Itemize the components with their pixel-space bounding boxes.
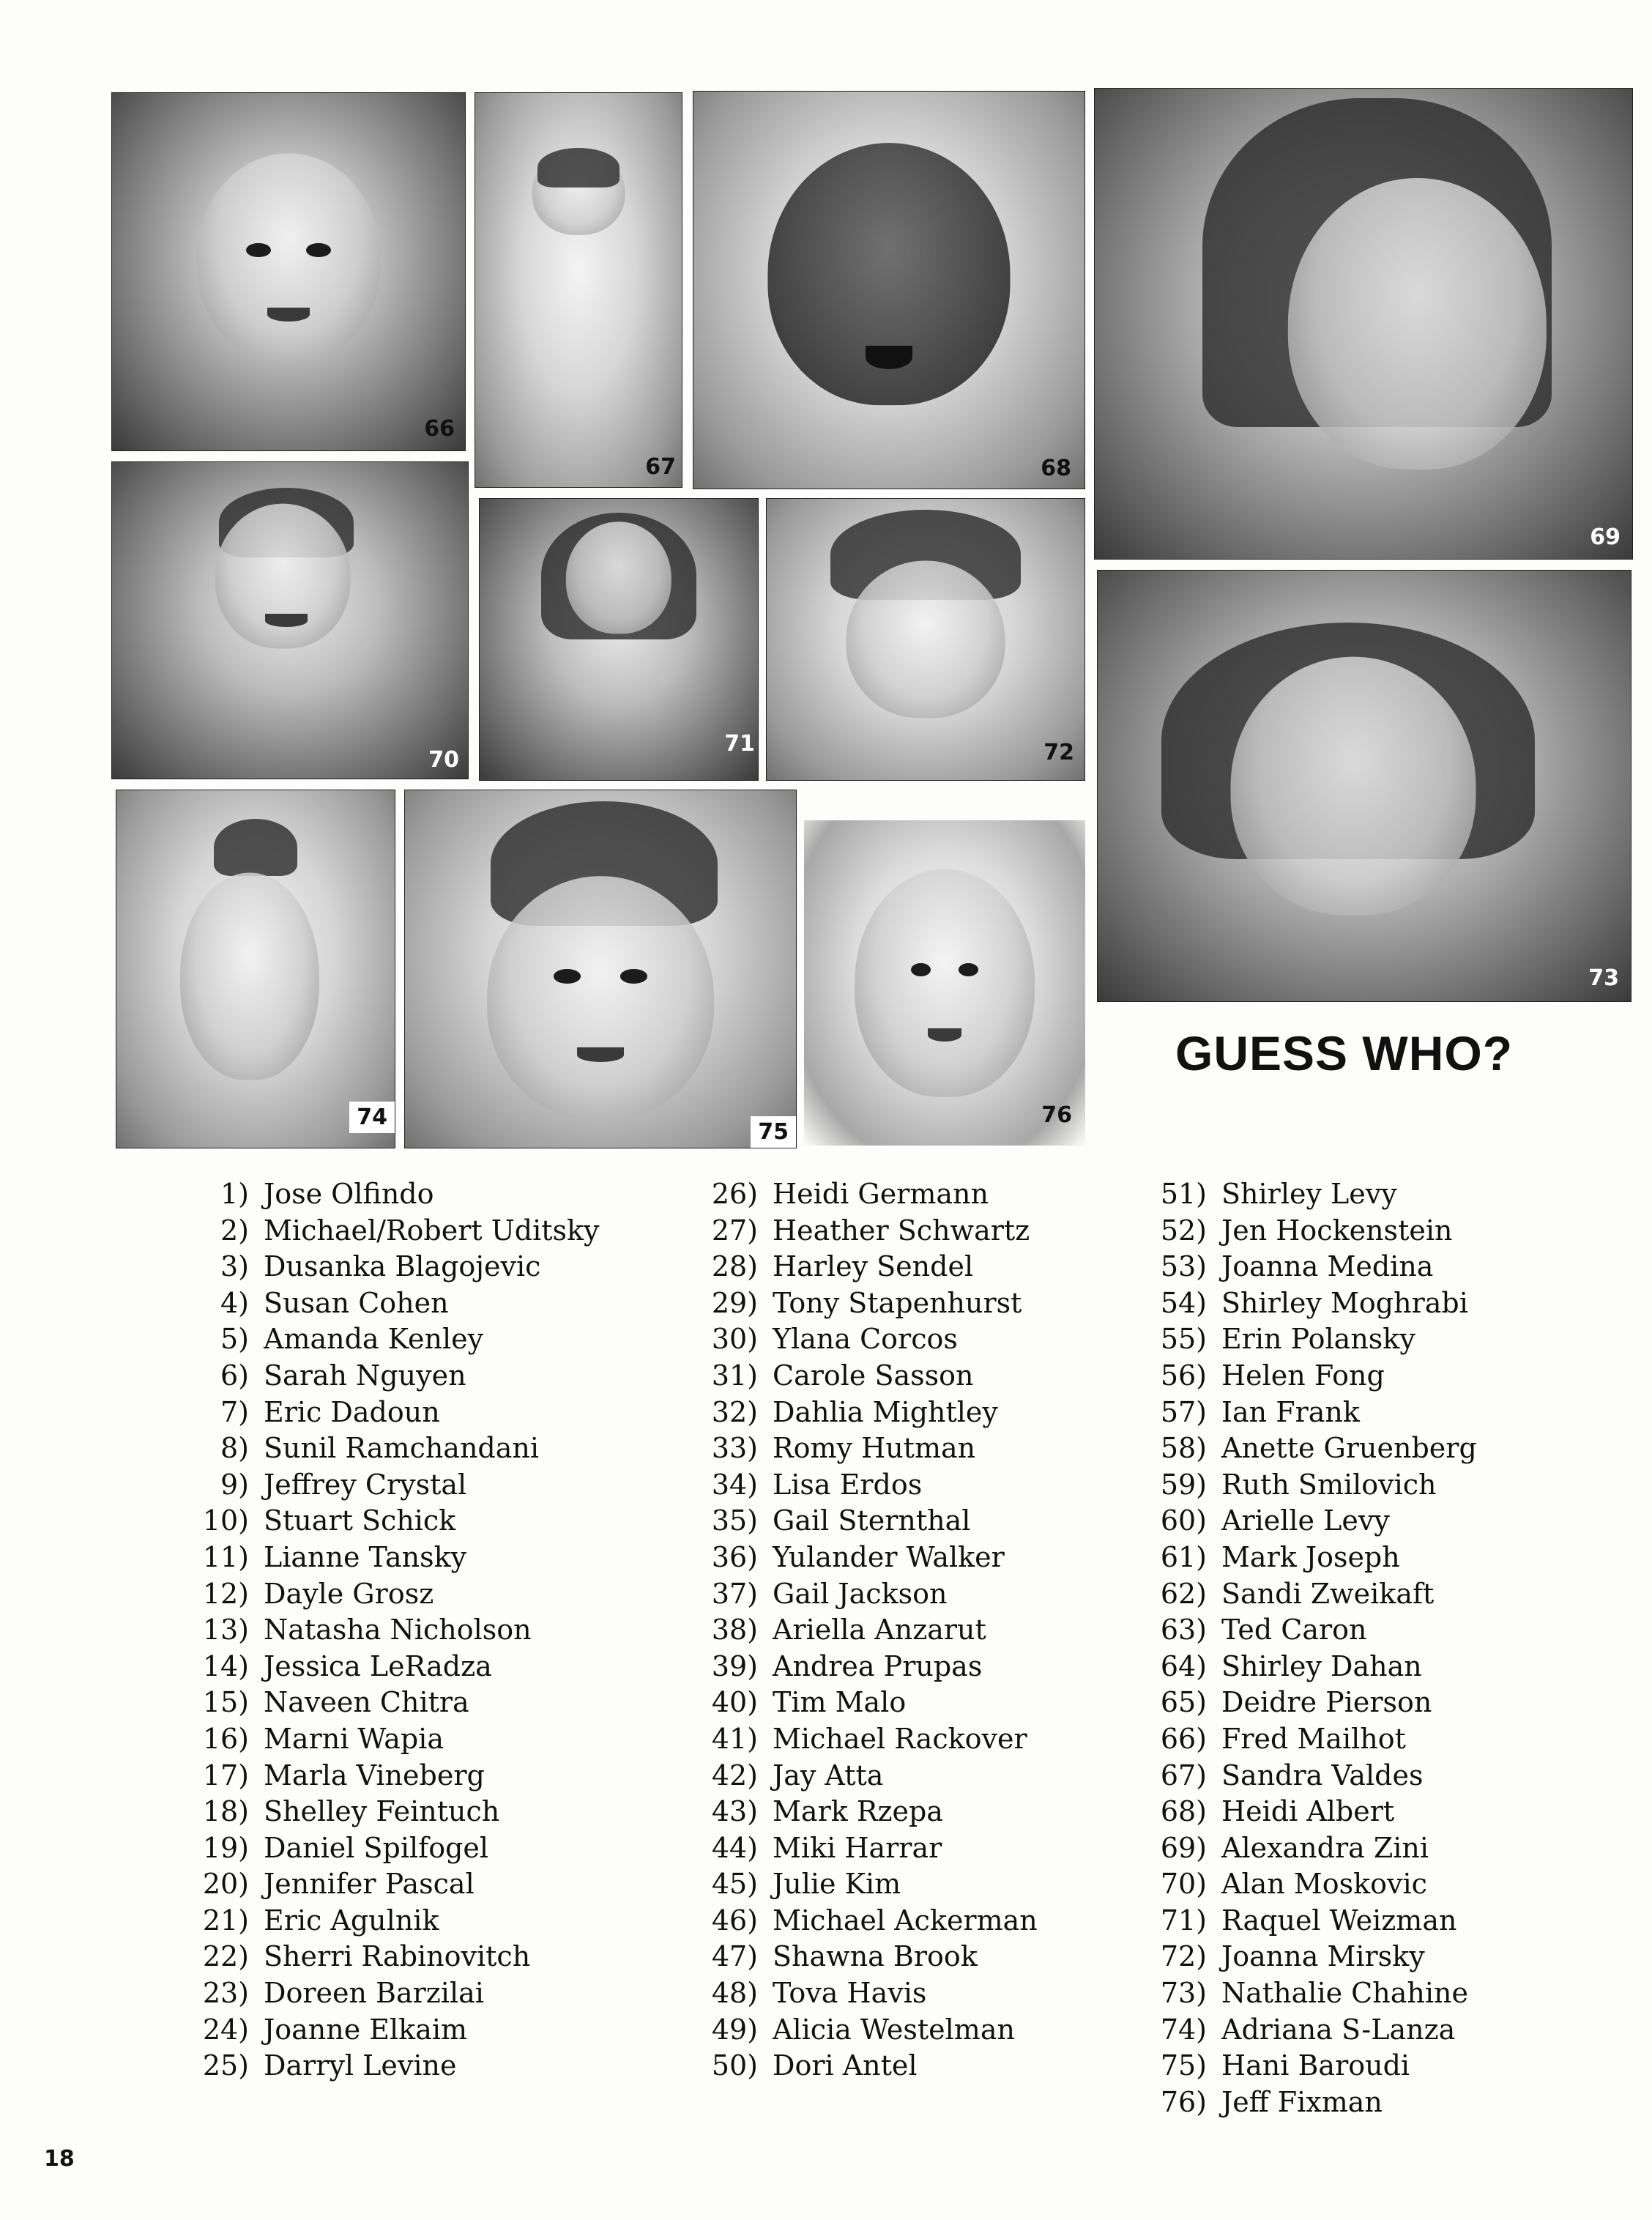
list-item-number: 58)	[1160, 1432, 1207, 1465]
list-item-number: 38)	[711, 1614, 758, 1647]
list-item	[192, 1576, 600, 1613]
list-item	[192, 1395, 600, 1431]
list-item-number: 53)	[1160, 1250, 1207, 1283]
list-item-number: 24)	[202, 2013, 249, 2046]
list-item-name: Jay Atta	[773, 1759, 884, 1792]
list-item-name: Sunil Ramchandani	[264, 1432, 540, 1465]
list-item-name: Marla Vineberg	[264, 1759, 485, 1792]
list-item	[192, 2012, 600, 2049]
list-item	[192, 1612, 600, 1649]
list-item-name: Anette Gruenberg	[1221, 1432, 1477, 1465]
list-item-number: 64)	[1160, 1649, 1207, 1682]
list-item-number: 16)	[202, 1722, 249, 1755]
list-item-name: Natasha Nicholson	[264, 1614, 532, 1647]
face-shape	[1288, 178, 1546, 469]
list-item	[1150, 1866, 1477, 1903]
list-item	[192, 1903, 600, 1939]
list-item	[701, 1467, 1038, 1504]
list-item	[1150, 1467, 1477, 1504]
list-item	[1150, 1395, 1477, 1431]
list-item-number: 67)	[1160, 1759, 1207, 1792]
list-item-name: Michael/Robert Uditsky	[264, 1214, 600, 1247]
list-item-number: 44)	[711, 1831, 758, 1864]
list-item	[192, 1685, 600, 1721]
list-item	[1150, 2085, 1477, 2121]
list-item-name: Heidi Albert	[1221, 1795, 1395, 1828]
list-item	[701, 1649, 1038, 1685]
list-item-name: Nathalie Chahine	[1221, 1977, 1468, 2010]
page-title: GUESS WHO?	[1175, 1026, 1514, 1080]
hair-shape	[537, 148, 620, 188]
list-item-name: Gail Sternthal	[773, 1504, 971, 1537]
list-item-name: Erin Polansky	[1221, 1323, 1415, 1356]
eye-shape	[620, 969, 647, 984]
list-item-name: Doreen Barzilai	[264, 1977, 484, 2010]
list-item	[1150, 2012, 1477, 2049]
list-item	[192, 1830, 600, 1867]
list-item-number: 42)	[711, 1759, 758, 1792]
list-item-name: Alexandra Zini	[1221, 1831, 1429, 1864]
list-item	[1150, 1321, 1477, 1358]
list-item	[192, 1249, 600, 1285]
list-item-name: Sandi Zweikaft	[1221, 1577, 1435, 1610]
list-item-name: Sandra Valdes	[1221, 1759, 1424, 1792]
list-item-number: 46)	[711, 1904, 758, 1937]
face-shape	[180, 872, 319, 1080]
baby-photo-76	[804, 820, 1085, 1146]
list-item-name: Stuart Schick	[264, 1504, 456, 1537]
baby-photo-68	[693, 91, 1085, 489]
list-item-name: Naveen Chitra	[264, 1686, 469, 1719]
list-item	[701, 1830, 1038, 1867]
list-item-number: 41)	[711, 1722, 758, 1755]
list-item-number: 71)	[1160, 1904, 1207, 1937]
list-item	[192, 1939, 600, 1975]
list-item	[701, 1503, 1038, 1540]
list-item-name: Dayle Grosz	[264, 1577, 434, 1610]
list-item-number: 20)	[202, 1868, 249, 1901]
name-list-column-2	[701, 1176, 1038, 2085]
list-item-number: 1)	[220, 1178, 249, 1210]
list-item-name: Jessica LeRadza	[264, 1649, 492, 1682]
list-item	[192, 1503, 600, 1540]
face-shape	[566, 521, 671, 634]
list-item-name: Joanne Elkaim	[264, 2013, 468, 2046]
photo-number: 76	[1041, 1102, 1072, 1128]
list-item-name: Marni Wapia	[264, 1722, 444, 1755]
list-item-name: Michael Ackerman	[773, 1904, 1038, 1937]
list-item-name: Alicia Westelman	[773, 2013, 1015, 2046]
list-item-name: Dusanka Blagojevic	[264, 1250, 541, 1283]
list-item-name: Dahlia Mightley	[773, 1395, 998, 1428]
list-item-name: Alan Moskovic	[1221, 1868, 1427, 1901]
list-item-name: Mark Joseph	[1221, 1540, 1400, 1573]
list-item	[1150, 2048, 1477, 2085]
list-item	[192, 1467, 600, 1504]
list-item-name: Carole Sasson	[773, 1359, 974, 1392]
list-item-name: Romy Hutman	[773, 1432, 976, 1465]
list-item-name: Tim Malo	[773, 1686, 907, 1719]
list-item-number: 68)	[1160, 1795, 1207, 1828]
list-item	[1150, 1213, 1477, 1250]
list-item	[1150, 1540, 1477, 1576]
list-item-name: Yulander Walker	[773, 1540, 1005, 1573]
baby-photo-67	[475, 92, 682, 488]
list-item-name: Adriana S-Lanza	[1221, 2013, 1456, 2046]
list-item-number: 76)	[1160, 2085, 1207, 2118]
list-item-number: 52)	[1160, 1214, 1207, 1247]
mouth-shape	[577, 1047, 624, 1062]
photo-number: 73	[1588, 965, 1619, 991]
list-item-number: 14)	[202, 1649, 249, 1682]
list-item-name: Julie Kim	[773, 1868, 901, 1901]
eye-shape	[911, 963, 931, 976]
list-item-name: Michael Rackover	[773, 1722, 1027, 1755]
list-item-name: Helen Fong	[1221, 1359, 1385, 1392]
list-item-name: Susan Cohen	[264, 1286, 449, 1319]
photo-number: 75	[751, 1116, 796, 1148]
list-item-number: 43)	[711, 1795, 758, 1828]
list-item-number: 51)	[1160, 1178, 1207, 1210]
list-item-number: 25)	[202, 2049, 249, 2082]
list-item-number: 72)	[1160, 1940, 1207, 1973]
list-item	[1150, 1794, 1477, 1830]
hair-shape	[214, 819, 297, 876]
list-item-name: Jeff Fixman	[1221, 2085, 1383, 2118]
list-item	[1150, 1285, 1477, 1322]
baby-photo-72	[766, 498, 1085, 781]
list-item-name: Tony Stapenhurst	[773, 1286, 1022, 1319]
list-item	[192, 1213, 600, 1250]
baby-photo-74	[116, 790, 395, 1148]
list-item	[192, 1285, 600, 1322]
photo-number: 68	[1041, 456, 1071, 481]
list-item-number: 60)	[1160, 1504, 1207, 1537]
baby-photo-69	[1094, 88, 1633, 560]
list-item-name: Jennifer Pascal	[264, 1868, 475, 1901]
list-item-name: Eric Agulnik	[264, 1904, 439, 1937]
face-shape	[197, 154, 381, 361]
list-item-number: 31)	[711, 1359, 758, 1392]
list-item-number: 12)	[202, 1577, 249, 1610]
list-item	[1150, 1721, 1477, 1758]
baby-photo-70	[111, 461, 469, 779]
face-shape	[215, 503, 351, 649]
list-item-number: 40)	[711, 1686, 758, 1719]
list-item-number: 4)	[220, 1286, 249, 1319]
list-item-name: Ylana Corcos	[773, 1323, 958, 1356]
list-item-number: 3)	[220, 1250, 249, 1283]
photo-number: 72	[1043, 740, 1074, 765]
list-item-name: Eric Dadoun	[264, 1395, 440, 1428]
list-item-number: 50)	[711, 2049, 758, 2082]
list-item-number: 73)	[1160, 1977, 1207, 2010]
list-item	[1150, 1758, 1477, 1794]
list-item	[701, 1685, 1038, 1721]
list-item-name: Dori Antel	[773, 2049, 918, 2082]
list-item-number: 10)	[202, 1504, 249, 1537]
list-item-number: 66)	[1160, 1722, 1207, 1755]
list-item-number: 75)	[1160, 2049, 1207, 2082]
list-item-name: Ted Caron	[1221, 1614, 1367, 1647]
list-item-number: 63)	[1160, 1614, 1207, 1647]
list-item-name: Lianne Tansky	[264, 1540, 467, 1573]
list-item-number: 9)	[220, 1468, 249, 1501]
list-item	[701, 1176, 1038, 1213]
list-item-number: 28)	[711, 1250, 758, 1283]
list-item	[192, 2048, 600, 2085]
list-item	[1150, 1903, 1477, 1939]
list-item-name: Jeffrey Crystal	[264, 1468, 467, 1501]
list-item-number: 19)	[202, 1831, 249, 1864]
list-item	[1150, 1503, 1477, 1540]
name-list-column-3	[1150, 1176, 1477, 2120]
list-item	[1150, 1830, 1477, 1867]
list-item	[701, 1430, 1038, 1467]
list-item-number: 7)	[220, 1395, 249, 1428]
list-item	[192, 1321, 600, 1358]
list-item-name: Sherri Rabinovitch	[264, 1940, 531, 1973]
list-item-number: 36)	[711, 1540, 758, 1573]
list-item-name: Raquel Weizman	[1221, 1904, 1457, 1937]
list-item-name: Joanna Mirsky	[1221, 1940, 1425, 1973]
photo-number: 74	[349, 1102, 395, 1133]
list-item	[701, 1794, 1038, 1830]
list-item	[701, 1866, 1038, 1903]
list-item-number: 15)	[202, 1686, 249, 1719]
baby-photo-75	[404, 790, 797, 1148]
list-item-number: 37)	[711, 1577, 758, 1610]
list-item-name: Andrea Prupas	[773, 1649, 983, 1682]
list-item-name: Shirley Levy	[1221, 1178, 1397, 1210]
list-item-name: Ian Frank	[1221, 1395, 1360, 1428]
list-item	[701, 1576, 1038, 1613]
list-item-number: 54)	[1160, 1286, 1207, 1319]
list-item	[192, 1540, 600, 1576]
list-item	[1150, 1685, 1477, 1721]
list-item	[1150, 1176, 1477, 1213]
list-item-number: 49)	[711, 2013, 758, 2046]
list-item	[701, 1939, 1038, 1975]
list-item-number: 61)	[1160, 1540, 1207, 1573]
baby-photo-71	[479, 498, 759, 781]
list-item	[1150, 1249, 1477, 1285]
list-item	[192, 1721, 600, 1758]
face-shape	[487, 876, 714, 1119]
list-item-number: 39)	[711, 1649, 758, 1682]
list-item	[701, 1540, 1038, 1576]
list-item	[701, 1321, 1038, 1358]
list-item-name: Gail Jackson	[773, 1577, 948, 1610]
list-item-number: 48)	[711, 1977, 758, 2010]
list-item-number: 65)	[1160, 1686, 1207, 1719]
list-item-number: 62)	[1160, 1577, 1207, 1610]
baby-photo-73	[1097, 570, 1631, 1002]
list-item-name: Fred Mailhot	[1221, 1722, 1406, 1755]
list-item	[192, 1758, 600, 1794]
list-item-name: Ruth Smilovich	[1221, 1468, 1437, 1501]
list-item-name: Heidi Germann	[773, 1178, 989, 1210]
list-item-number: 33)	[711, 1432, 758, 1465]
list-item-number: 8)	[220, 1432, 249, 1465]
list-item	[192, 1176, 600, 1213]
list-item-number: 57)	[1160, 1395, 1207, 1428]
list-item-number: 11)	[202, 1540, 249, 1573]
list-item-name: Shirley Dahan	[1221, 1649, 1422, 1682]
photo-number: 69	[1590, 524, 1621, 550]
list-item-number: 26)	[711, 1178, 758, 1210]
list-item-number: 45)	[711, 1868, 758, 1901]
list-item	[701, 1975, 1038, 2012]
list-item	[701, 1358, 1038, 1395]
list-item	[1150, 1612, 1477, 1649]
list-item	[1150, 1649, 1477, 1685]
list-item-name: Deidre Pierson	[1221, 1686, 1432, 1719]
face-shape	[847, 560, 1005, 718]
mouth-shape	[928, 1028, 961, 1042]
list-item	[192, 1794, 600, 1830]
list-item	[701, 1721, 1038, 1758]
list-item-number: 13)	[202, 1614, 249, 1647]
list-item-name: Hani Baroudi	[1221, 2049, 1410, 2082]
list-item	[701, 1249, 1038, 1285]
list-item-number: 70)	[1160, 1868, 1207, 1901]
list-item	[701, 1285, 1038, 1322]
list-item-number: 32)	[711, 1395, 758, 1428]
list-item-number: 29)	[711, 1286, 758, 1319]
list-item-name: Miki Harrar	[773, 1831, 942, 1864]
list-item	[1150, 1939, 1477, 1975]
list-item-number: 22)	[202, 1940, 249, 1973]
photo-number: 71	[724, 731, 755, 757]
list-item-number: 59)	[1160, 1468, 1207, 1501]
list-item-name: Sarah Nguyen	[264, 1359, 466, 1392]
list-item	[192, 1430, 600, 1467]
list-item	[1150, 1358, 1477, 1395]
list-item	[192, 1358, 600, 1395]
list-item-number: 21)	[202, 1904, 249, 1937]
list-item-number: 34)	[711, 1468, 758, 1501]
list-item-number: 2)	[220, 1214, 249, 1247]
list-item	[1150, 1576, 1477, 1613]
list-item-number: 17)	[202, 1759, 249, 1792]
list-item-number: 55)	[1160, 1323, 1207, 1356]
list-item	[701, 1213, 1038, 1250]
list-item-name: Shelley Feintuch	[264, 1795, 500, 1828]
list-item	[701, 2048, 1038, 2085]
list-item-name: Daniel Spilfogel	[264, 1831, 489, 1864]
list-item-name: Lisa Erdos	[773, 1468, 923, 1501]
list-item-number: 27)	[711, 1214, 758, 1247]
list-item-name: Jen Hockenstein	[1221, 1214, 1453, 1247]
list-item-name: Arielle Levy	[1221, 1504, 1390, 1537]
list-item	[192, 1866, 600, 1903]
list-item	[192, 1649, 600, 1685]
list-item-name: Joanna Medina	[1221, 1250, 1434, 1283]
list-item	[701, 1395, 1038, 1431]
name-list-column-1	[192, 1176, 600, 2085]
list-item-number: 30)	[711, 1323, 758, 1356]
photo-number: 66	[424, 416, 455, 442]
face-shape	[855, 869, 1035, 1097]
list-item	[701, 1758, 1038, 1794]
list-item-number: 23)	[202, 1977, 249, 2010]
list-item-number: 5)	[220, 1323, 249, 1356]
list-item-name: Amanda Kenley	[264, 1323, 484, 1356]
list-item	[1150, 1975, 1477, 2012]
list-item-number: 6)	[220, 1359, 249, 1392]
list-item-number: 35)	[711, 1504, 758, 1537]
list-item	[1150, 1430, 1477, 1467]
list-item-name: Ariella Anzarut	[773, 1614, 986, 1647]
page-number: 18	[44, 2146, 75, 2172]
list-item-name: Tova Havis	[773, 1977, 927, 2010]
list-item-name: Mark Rzepa	[773, 1795, 943, 1828]
eye-shape	[554, 969, 581, 984]
list-item-number: 47)	[711, 1940, 758, 1973]
list-item-name: Harley Sendel	[773, 1250, 974, 1283]
list-item	[192, 1975, 600, 2012]
photo-number: 70	[428, 747, 459, 773]
list-item-number: 69)	[1160, 1831, 1207, 1864]
list-item-number: 18)	[202, 1795, 249, 1828]
list-item	[701, 2012, 1038, 2049]
mouth-shape	[265, 614, 308, 626]
list-item-number: 74)	[1160, 2013, 1207, 2046]
list-item-name: Shirley Moghrabi	[1221, 1286, 1468, 1319]
list-item-number: 56)	[1160, 1359, 1207, 1392]
baby-photo-66	[111, 92, 466, 451]
photo-number: 67	[645, 454, 676, 480]
face-shape	[1231, 657, 1476, 916]
list-item	[701, 1903, 1038, 1939]
list-item-name: Darryl Levine	[264, 2049, 457, 2082]
list-item-name: Heather Schwartz	[773, 1214, 1030, 1247]
list-item	[701, 1612, 1038, 1649]
list-item-name: Shawna Brook	[773, 1940, 978, 1973]
list-item-name: Jose Olfindo	[264, 1178, 434, 1210]
